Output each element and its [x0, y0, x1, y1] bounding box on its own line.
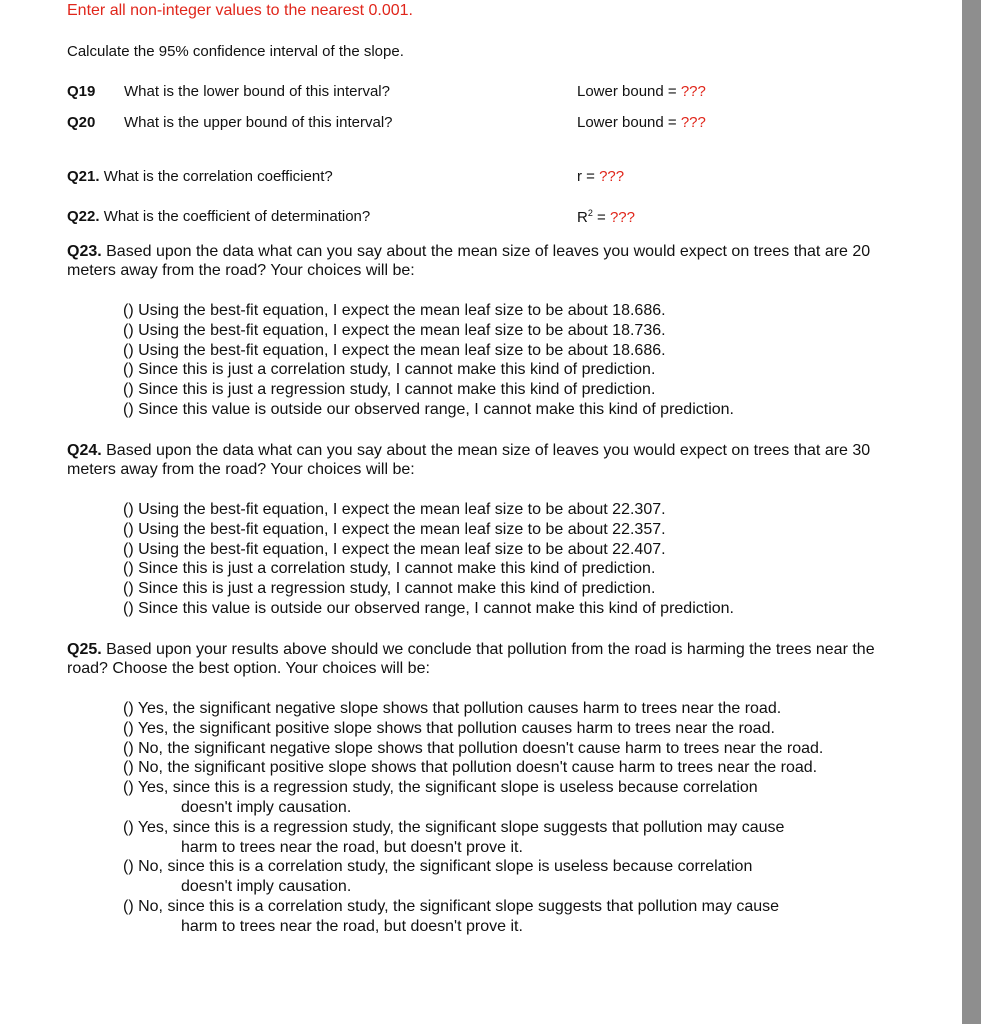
instructions: Enter all non-integer values to the nearest 0.001.	[67, 2, 413, 19]
q22-number: Q22.	[67, 208, 100, 225]
q24-option[interactable]: () Since this value is outside our observed range, I cannot make this kind of prediction.	[123, 599, 734, 617]
q25-option[interactable]	[123, 818, 913, 858]
q24-option[interactable]: () Using the best-fit equation, I expect the mean leaf size to be about 22.357.	[123, 520, 666, 538]
q25-option[interactable]	[123, 699, 913, 719]
q22-answer-field[interactable]	[577, 208, 635, 226]
q20-text: What is the upper bound of this interval?	[124, 114, 393, 131]
q23-text: Based upon the data what can you say about the mean size of leaves you would expect on trees that are 20 meters away from the road? Your choices will be:	[67, 243, 871, 279]
q21-answer-value: ???	[599, 168, 625, 185]
q19-answer-label: Lower bound	[577, 83, 664, 100]
q22-answer-value: ???	[609, 209, 635, 226]
q25-option-text: () No, the significant positive slope shows that pollution doesn't cause harm to trees near the road.	[123, 759, 818, 777]
q19-answer-value: ???	[680, 83, 706, 100]
q20-answer-eq: =	[663, 114, 681, 131]
q25-text: Based upon your results above should we conclude that pollution from the road is harming the trees near the road? Choose the best option. Your choices will be:	[67, 641, 875, 677]
q24-option[interactable]: () Using the best-fit equation, I expect the mean leaf size to be about 22.407.	[123, 540, 666, 558]
q22-answer-label: R	[577, 209, 588, 226]
q21-answer-field[interactable]	[577, 168, 624, 185]
q25-option-continuation: doesn't imply causation.	[181, 798, 352, 816]
q22-question	[67, 208, 370, 225]
q25-option-text: () No, since this is a correlation study, the significant slope suggests that pollution may cause	[123, 897, 780, 915]
q25-options	[123, 699, 913, 937]
q25-question	[67, 640, 897, 678]
q19-text: What is the lower bound of this interval?	[124, 83, 390, 100]
q23-option[interactable]: () Since this value is outside our observed range, I cannot make this kind of prediction.	[123, 400, 734, 418]
q19-answer-eq: =	[663, 83, 681, 100]
q25-option[interactable]	[123, 897, 913, 937]
q24-number: Q24.	[67, 442, 102, 459]
q23-option[interactable]: () Using the best-fit equation, I expect the mean leaf size to be about 18.736.	[123, 321, 666, 339]
q23-option[interactable]: () Using the best-fit equation, I expect the mean leaf size to be about 18.686.	[123, 302, 666, 319]
q23-option[interactable]: () Using the best-fit equation, I expect the mean leaf size to be about 18.686.	[123, 341, 666, 359]
vertical-scrollbar[interactable]	[962, 0, 981, 1024]
q25-option-text: () No, the significant negative slope shows that pollution doesn't cause harm to trees near the road.	[123, 739, 824, 757]
q25-option-continuation: doesn't imply causation.	[181, 878, 352, 896]
q22-answer-superscript: 2	[587, 208, 593, 218]
q20-answer-label: Lower bound	[577, 114, 664, 131]
q22-answer-eq: =	[592, 209, 610, 226]
q19-answer-field[interactable]	[577, 83, 706, 100]
q25-option-continuation: harm to trees near the road, but doesn't prove it.	[181, 838, 523, 856]
q23-question	[67, 242, 897, 280]
q20-number: Q20	[67, 114, 96, 131]
ci-prompt: Calculate the 95% confidence interval of the slope.	[67, 43, 404, 60]
q25-option-continuation: harm to trees near the road, but doesn't prove it.	[181, 917, 523, 935]
q24-option[interactable]: () Using the best-fit equation, I expect the mean leaf size to be about 22.307.	[123, 501, 666, 518]
q25-number: Q25.	[67, 641, 102, 658]
q23-number: Q23.	[67, 243, 102, 260]
q25-option[interactable]	[123, 857, 913, 897]
q23-option[interactable]: () Since this is just a correlation study, I cannot make this kind of prediction.	[123, 361, 656, 379]
q25-option[interactable]	[123, 739, 913, 759]
q24-options	[123, 500, 913, 619]
q24-text: Based upon the data what can you say about the mean size of leaves you would expect on trees that are 30 meters away from the road? Your choices will be:	[67, 442, 871, 478]
q25-option-text: () Yes, the significant negative slope shows that pollution causes harm to trees near the road.	[123, 700, 782, 717]
q21-answer-label: r =	[577, 168, 600, 185]
q22-text: What is the coefficient of determination?	[99, 208, 371, 225]
q24-option[interactable]: () Since this is just a correlation study, I cannot make this kind of prediction.	[123, 560, 656, 578]
q25-option[interactable]	[123, 758, 913, 778]
q20-answer-field[interactable]	[577, 114, 706, 131]
q25-option-text: () No, since this is a correlation study, the significant slope is useless because correlation	[123, 858, 753, 876]
q19-number: Q19	[67, 83, 96, 100]
q24-option[interactable]: () Since this is just a regression study, I cannot make this kind of prediction.	[123, 580, 656, 598]
q23-option[interactable]: () Since this is just a regression study, I cannot make this kind of prediction.	[123, 381, 656, 399]
q24-question	[67, 441, 897, 479]
q25-option-text: () Yes, the significant positive slope shows that pollution causes harm to trees near the road.	[123, 719, 775, 737]
q23-options	[123, 301, 913, 420]
q21-number: Q21.	[67, 168, 100, 185]
q20-answer-value: ???	[680, 114, 706, 131]
q21-question	[67, 168, 333, 185]
q25-option-text: () Yes, since this is a regression study, the significant slope suggests that pollution may cause	[123, 818, 785, 836]
q25-option[interactable]	[123, 778, 913, 818]
q25-option[interactable]	[123, 719, 913, 739]
q25-option-text: () Yes, since this is a regression study, the significant slope is useless because correlation	[123, 779, 758, 797]
q21-text: What is the correlation coefficient?	[99, 168, 333, 185]
